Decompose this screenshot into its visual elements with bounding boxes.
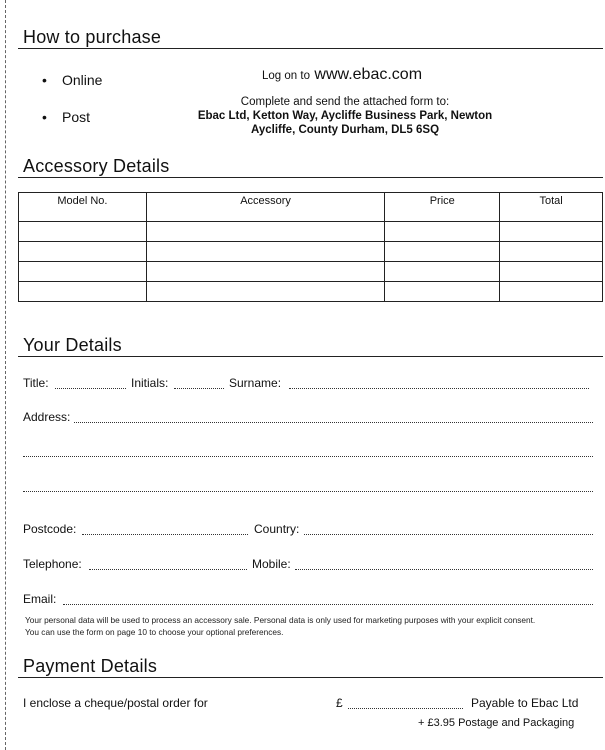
currency-symbol: £	[336, 696, 343, 710]
address-field-3[interactable]	[23, 491, 593, 492]
telephone-label: Telephone:	[23, 557, 82, 571]
how-to-purchase-title: How to purchase	[23, 27, 162, 47]
address-field-1[interactable]	[74, 422, 593, 423]
email-field[interactable]	[63, 604, 593, 605]
table-cell[interactable]	[500, 282, 603, 302]
postage-text: + £3.95 Postage and Packaging	[418, 717, 575, 729]
your-details-title: Your Details	[23, 335, 122, 355]
address-label: Address:	[23, 410, 71, 424]
amount-field[interactable]	[348, 708, 463, 709]
column-header: Price	[385, 193, 500, 222]
address-line-1: Ebac Ltd, Ketton Way, Aycliffe Business Park, Newton	[197, 110, 493, 122]
surname-field[interactable]	[289, 388, 589, 389]
table-row	[19, 262, 603, 282]
accessory-table	[18, 192, 603, 302]
column-header: Total	[500, 193, 603, 222]
column-header: Model No.	[19, 193, 147, 222]
table-cell[interactable]	[385, 242, 500, 262]
details-rule	[18, 356, 603, 357]
accessory-details-title: Accessory Details	[23, 156, 170, 176]
privacy-note-line-2: You can use the form on page 10 to choose your optional preferences.	[25, 627, 284, 637]
table-cell[interactable]	[500, 262, 603, 282]
table-cell[interactable]	[146, 242, 385, 262]
country-field[interactable]	[304, 534, 593, 535]
privacy-note-line-1: Your personal data will be used to process an accessory sale. Personal data is only used for marketing purposes with your explicit consent.	[25, 615, 536, 625]
mobile-label: Mobile:	[252, 557, 291, 571]
title-field[interactable]	[55, 388, 126, 389]
online-bullet: • Online	[62, 72, 102, 88]
address-field-2[interactable]	[23, 456, 593, 457]
post-bullet: • Post	[62, 109, 90, 125]
payment-rule	[18, 677, 603, 678]
table-header-row	[19, 193, 603, 222]
table-cell[interactable]	[19, 262, 147, 282]
table-cell[interactable]	[500, 222, 603, 242]
email-label: Email:	[23, 592, 57, 606]
table-cell[interactable]	[146, 222, 385, 242]
title-label: Title:	[23, 376, 49, 390]
title-rule	[18, 48, 603, 49]
initials-field[interactable]	[174, 388, 224, 389]
table-cell[interactable]	[385, 222, 500, 242]
enclose-text: I enclose a cheque/postal order for	[23, 696, 208, 710]
table-cell[interactable]	[385, 262, 500, 282]
table-cell[interactable]	[19, 222, 147, 242]
country-label: Country:	[254, 522, 300, 536]
table-cell[interactable]	[385, 282, 500, 302]
table-row	[19, 282, 603, 302]
post-instruction: Complete and send the attached form to:	[240, 96, 450, 108]
table-cell[interactable]	[146, 262, 385, 282]
table-row	[19, 242, 603, 262]
table-cell[interactable]	[146, 282, 385, 302]
accessory-rule	[18, 177, 603, 178]
payable-text: Payable to Ebac Ltd	[471, 696, 579, 710]
address-line-2: Aycliffe, County Durham, DL5 6SQ	[250, 124, 440, 136]
website-link[interactable]: www.ebac.com	[314, 66, 423, 83]
column-header: Accessory	[146, 193, 385, 222]
table-row	[19, 222, 603, 242]
payment-details-title: Payment Details	[23, 656, 158, 676]
postcode-label: Postcode:	[23, 522, 77, 536]
table-cell[interactable]	[500, 242, 603, 262]
postcode-field[interactable]	[82, 534, 248, 535]
logon-line	[262, 66, 422, 84]
surname-label: Surname:	[229, 376, 282, 390]
telephone-field[interactable]	[89, 569, 247, 570]
initials-label: Initials:	[131, 376, 169, 390]
mobile-field[interactable]	[295, 569, 593, 570]
table-cell[interactable]	[19, 242, 147, 262]
table-cell[interactable]	[19, 282, 147, 302]
logon-prefix: Log on to	[262, 70, 310, 82]
